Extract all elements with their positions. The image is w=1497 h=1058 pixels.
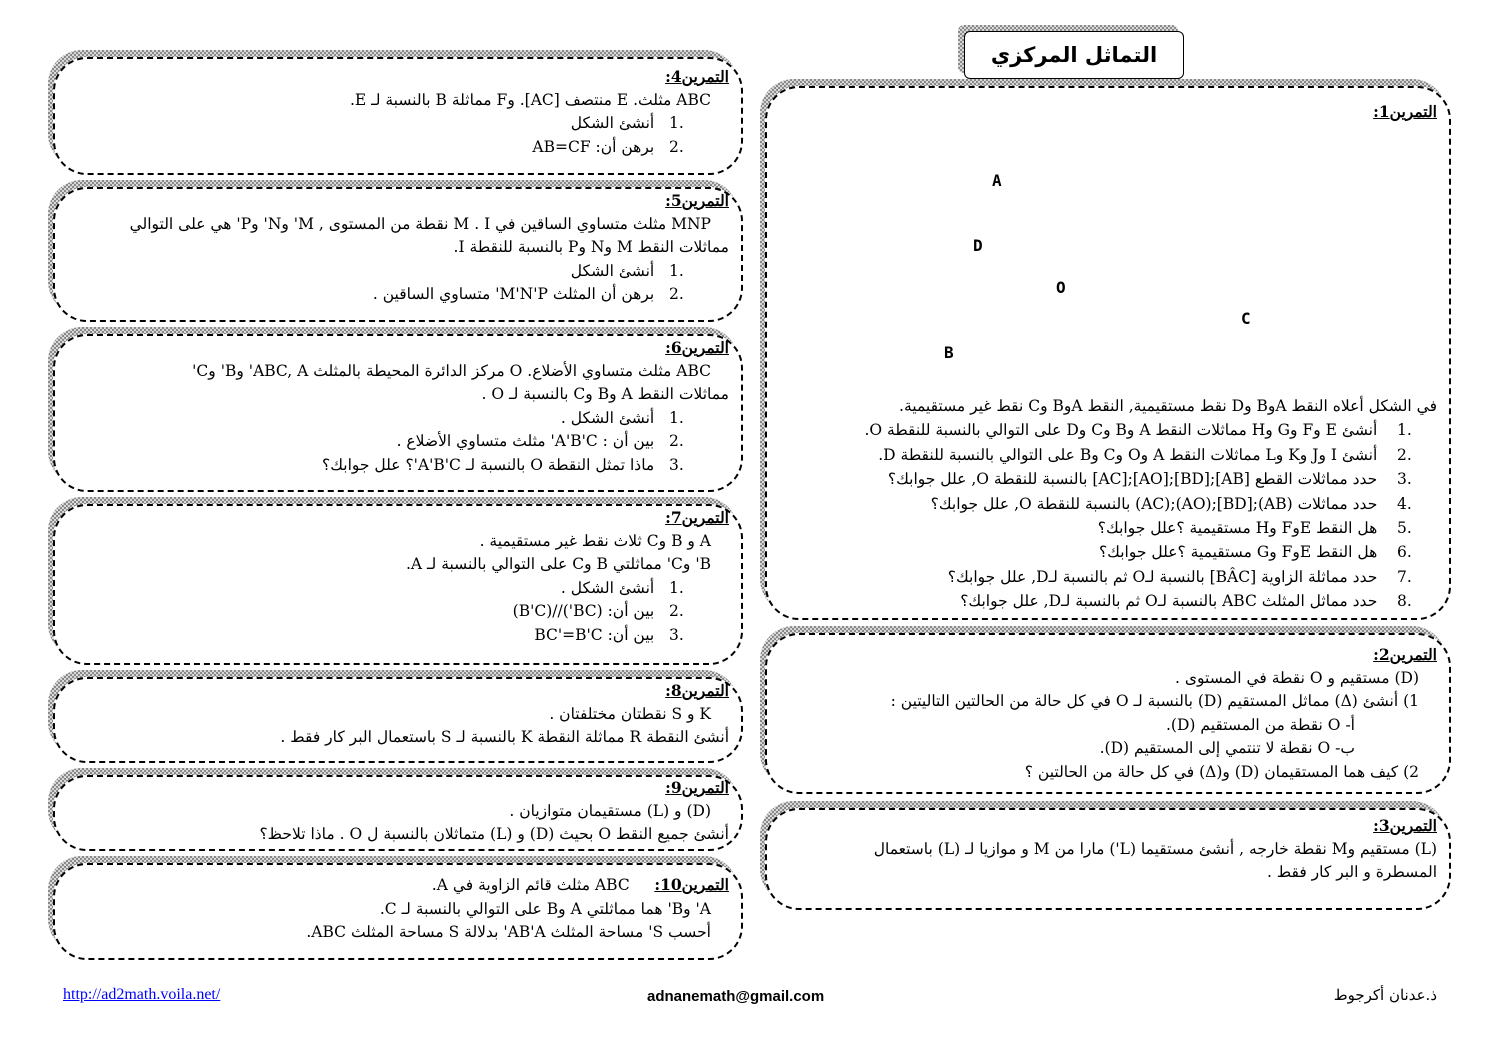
exercise-2-heading: التمرين2:: [1373, 645, 1437, 664]
list-item: 3. بين أن: BC'=B'C: [534, 625, 684, 644]
list-item: 4. حدد مماثلات (AB);[BD];(AO);(AC) بالنسبة للنقطة O, علل جوابك؟: [930, 494, 1412, 513]
point-label: A: [992, 171, 1002, 190]
exercise-4: [53, 57, 743, 175]
exercise-5: [53, 187, 743, 322]
list-item: 1. أنشئ الشكل .: [560, 578, 684, 597]
exercise-10: [53, 863, 743, 960]
list-item: 3. حدد مماثلات القطع [AB];[BD];[AO];[AC] بالنسبة للنقطة O, علل جوابك؟: [887, 470, 1412, 489]
text-line: K و S نقطتان مختلفتان .: [549, 704, 711, 723]
exercise-2: [765, 633, 1451, 794]
list-item: 7. حدد مماثلة الزاوية [BÂC] بالنسبة لـO ثم بالنسبة لـD, علل جوابك؟: [947, 567, 1412, 586]
exercise-3: [765, 808, 1451, 910]
list-item: 3. ماذا تمثل النقطة O بالنسبة لـ A'B'C'؟ علل جوابك؟: [321, 455, 684, 474]
point-label: D: [973, 236, 983, 255]
text-line: 2) كيف هما المستقيمان (D) و(Δ) في كل حالة من الحالتين ؟: [1024, 762, 1419, 781]
exercise-7: [53, 504, 743, 665]
page-title: التماثل المركزي: [964, 31, 1184, 79]
text-line: B' وC' مماثلتي B وC على التوالي بالنسبة لـ A.: [405, 555, 711, 573]
exercise-10-heading: التمرين10:: [654, 875, 729, 894]
list-item: 1. أنشئ الشكل .: [560, 408, 684, 427]
exercise-1-heading: التمرين1:: [1373, 102, 1437, 121]
point-label: B: [944, 343, 954, 362]
text-line: أنشئ النقطة R مماثلة النقطة K بالنسبة لـ S باستعمال البر كار فقط .: [280, 728, 729, 746]
exercise-8: [53, 677, 743, 763]
list-item: 2. برهن أن المثلث M'N'P' متساوي الساقين .: [372, 285, 684, 303]
text-line: مماثلات النقط A وB وC بالنسبة لـ O .: [481, 385, 729, 403]
text-line: A و B وC ثلاث نقط غير مستقيمية .: [479, 531, 711, 550]
point-label: O: [1056, 278, 1066, 297]
author-name: ذ.عدنان أكرجوط: [1333, 986, 1437, 1004]
text-line: ب- O نقطة لا تنتمي إلى المستقيم (D).: [1099, 739, 1355, 757]
list-item: 2. أنشئ I وJ وK وL مماثلات النقط A وO وC وB على التوالي بالنسبة للنقطة D.: [878, 445, 1412, 464]
exercise-1-intro: في الشكل أعلاه النقط AوB وD نقط مستقيمية, النقط AوB وC نقط غير مستقيمية.: [899, 397, 1437, 415]
list-item: 1. أنشئ الشكل: [570, 261, 684, 280]
exercise-1: [765, 86, 1451, 620]
list-item: 2. بين أن: (BC')//(B'C): [512, 602, 684, 620]
text-line: المسطرة و البر كار فقط .: [1266, 863, 1437, 881]
text-line: ABC مثلث متساوي الأضلاع. O مركز الدائرة المحيطة بالمثلث ABC, A' وB' وC': [192, 361, 711, 380]
text-line: أحسب S' مساحة المثلث AB'A' بدلالة S مساحة المثلث ABC.: [306, 923, 711, 941]
exercise-9-heading: التمرين9:: [665, 778, 729, 797]
text-line: ABC مثلث. E منتصف [AC]. وF مماثلة B بالنسبة لـ E.: [349, 90, 711, 109]
website-link[interactable]: http://ad2math.voila.net/: [63, 986, 221, 1003]
text-line: (L) مستقيم وM نقطة خارجه , أنشئ مستقيما (L') مارا من M و موازيا لـ (L) باستعمال: [873, 839, 1437, 858]
exercise-7-heading: التمرين7:: [665, 508, 729, 527]
exercise-6: [53, 334, 743, 492]
exercise-8-heading: التمرين8:: [665, 681, 729, 700]
list-item: 6. هل النقط EوF وG مستقيمية ؟علل جوابك؟: [1098, 543, 1412, 562]
text-line: 1) أنشئ (Δ) مماثل المستقيم (D) بالنسبة لـ O في كل حالة من الحالتين التاليتين :: [890, 692, 1419, 710]
text-line: أنشئ جميع النقط O بحيث (D) و (L) متماثلان بالنسبة ل O . ماذا تلاحظ؟: [259, 825, 729, 843]
point-label: C: [1241, 309, 1251, 328]
exercise-4-heading: التمرين4:: [665, 67, 729, 86]
list-item: 5. هل النقط EوF وH مستقيمية ؟علل جوابك؟: [1097, 519, 1412, 538]
exercise-6-heading: التمرين6:: [665, 338, 729, 357]
text-line: A' وB' هما مماثلتي A وB على التوالي بالنسبة لـ C.: [379, 899, 711, 918]
text-line: MNP مثلث متساوي الساقين في M . I نقطة من المستوى , M' وN' وP' هي على التوالي: [129, 214, 711, 233]
text-line: أ- O نقطة من المستقيم (D).: [1166, 715, 1355, 734]
text-line: (D) مستقيم و O نقطة في المستوى .: [1175, 668, 1419, 687]
email-address: adnanemath@gmail.com: [647, 988, 825, 1005]
exercise-3-heading: التمرين3:: [1373, 816, 1437, 835]
list-item: 2. بين أن : A'B'C' مثلث متساوي الأضلاع .: [396, 432, 684, 450]
text-line: التمرين10: ABC مثلث قائم الزاوية في A.: [431, 875, 729, 894]
list-item: 1. أنشئ E وF وG وH مماثلات النقط A وB وC وD على التوالي بالنسبة للنقطة O.: [864, 421, 1412, 440]
exercise-5-heading: التمرين5:: [665, 191, 729, 210]
exercise-9: [53, 775, 743, 851]
page-title-box: [964, 31, 1184, 79]
list-item: 2. برهن أن: AB=CF: [532, 137, 684, 156]
list-item: 1. أنشئ الشكل: [570, 114, 684, 132]
list-item: 8. حدد مماثل المثلث ABC بالنسبة لـO ثم بالنسبة لـD, علل جوابك؟: [960, 592, 1412, 611]
text-line: مماثلات النقط M وN وP بالنسبة للنقطة I.: [453, 238, 729, 256]
text-line: (D) و (L) مستقيمان متوازيان .: [509, 801, 711, 820]
